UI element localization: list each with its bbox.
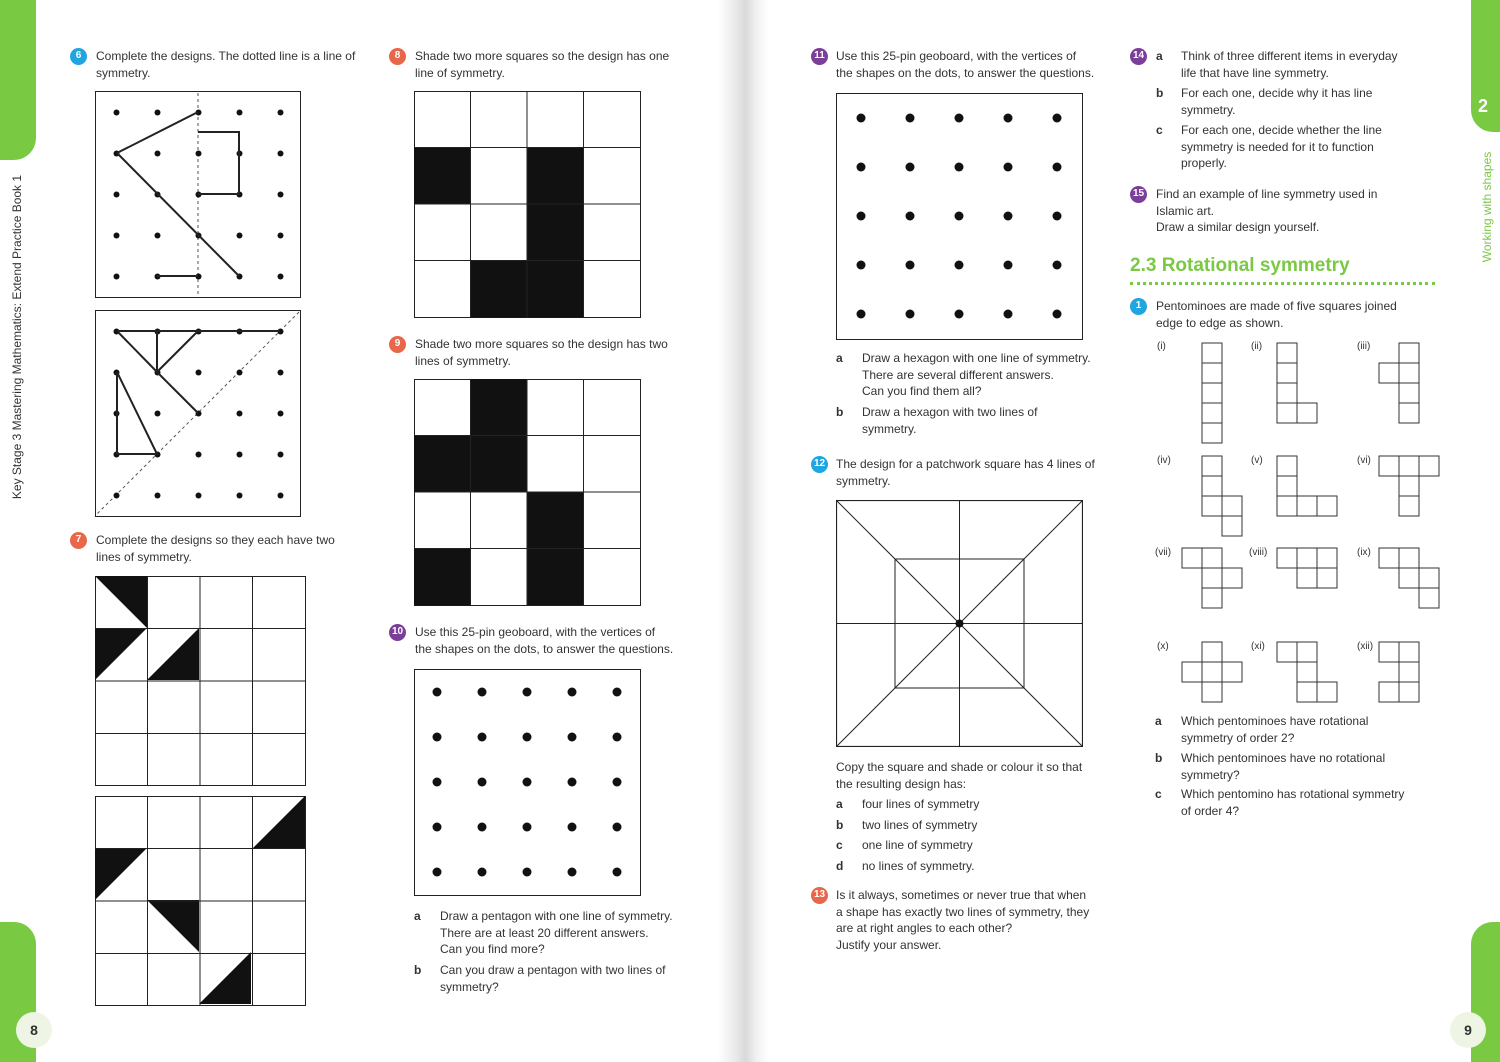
question-text: Is it always, sometimes or never true that when bbox=[836, 888, 1087, 902]
question-number-badge: 6 bbox=[70, 48, 87, 65]
sub-question-text: Can you find more? bbox=[440, 942, 545, 956]
sub-question-text: symmetry. bbox=[1181, 102, 1236, 117]
sub-question-text: properly. bbox=[1181, 156, 1227, 170]
question-12-copy-instruction bbox=[836, 759, 1126, 792]
geoboard-pin bbox=[857, 114, 866, 123]
geoboard-pin bbox=[478, 688, 487, 697]
geoboard-q10 bbox=[414, 669, 641, 896]
question-text: Pentominoes are made of five squares joined bbox=[1156, 299, 1397, 313]
geoboard-pin bbox=[613, 778, 622, 787]
geoboard-pin bbox=[155, 493, 161, 499]
geoboard-pin bbox=[237, 110, 243, 116]
geoboard-pin bbox=[196, 493, 202, 499]
geoboard-pin bbox=[155, 411, 161, 417]
geoboard-pin bbox=[955, 114, 964, 123]
geoboard-pin bbox=[857, 310, 866, 319]
geoboard-pin bbox=[568, 823, 577, 832]
sub-question-text: symmetry is needed for it to function bbox=[1181, 139, 1374, 154]
geoboard-pin bbox=[613, 688, 622, 697]
geoboard-pin bbox=[278, 274, 284, 280]
geoboard-pin bbox=[155, 110, 161, 116]
geoboard-pin bbox=[433, 868, 442, 877]
question-text: Complete the designs. The dotted line is a line of bbox=[96, 49, 356, 63]
sub-question-text: Think of three different items in everyday bbox=[1181, 49, 1398, 63]
question-14c bbox=[1181, 122, 1382, 172]
geoboard-pin bbox=[523, 688, 532, 697]
sub-question-text: Which pentominoes have no rotational bbox=[1181, 751, 1386, 765]
geoboard-pin bbox=[478, 778, 487, 787]
geoboard-pin bbox=[613, 868, 622, 877]
geoboard-figure-2 bbox=[95, 310, 301, 517]
pentomino-label: (i) bbox=[1157, 341, 1166, 352]
geoboard-pin bbox=[1053, 114, 1062, 123]
question-text: lines of symmetry. bbox=[96, 549, 192, 564]
geoboard-pin bbox=[523, 868, 532, 877]
triangle-grid-2 bbox=[95, 796, 306, 1006]
geoboard-pin bbox=[237, 233, 243, 239]
geoboard-pin bbox=[278, 151, 284, 157]
pentomino-label: (iii) bbox=[1357, 341, 1371, 352]
geoboard-pin bbox=[114, 192, 120, 198]
geoboard-pin bbox=[278, 110, 284, 116]
geoboard-pin bbox=[1053, 212, 1062, 221]
geoboard-pin bbox=[196, 370, 202, 376]
geoboard-pin bbox=[1004, 114, 1013, 123]
geoboard-pin bbox=[1004, 212, 1013, 221]
question-text: line of symmetry. bbox=[415, 65, 505, 80]
instruction-text: Copy the square and shade or colour it so that bbox=[836, 760, 1083, 774]
geoboard-pin bbox=[155, 151, 161, 157]
sub-question-text: Which pentomino has rotational symmetry bbox=[1181, 787, 1405, 801]
question-text: The design for a patchwork square has 4 lines of bbox=[836, 457, 1095, 471]
pentomino-label: (vi) bbox=[1357, 455, 1371, 466]
pentomino-label: (xi) bbox=[1251, 641, 1265, 652]
sub-question-text: Can you draw a pentagon with two lines of bbox=[440, 963, 666, 977]
geoboard-pin bbox=[613, 733, 622, 742]
question-text: the shapes on the dots, to answer the questions. bbox=[415, 641, 674, 656]
question-text: Shade two more squares so the design has two bbox=[415, 337, 668, 351]
geoboard-pin bbox=[955, 163, 964, 172]
geoboard-pin bbox=[857, 212, 866, 221]
sub-question-text: symmetry? bbox=[440, 979, 499, 994]
geoboard-pin bbox=[196, 151, 202, 157]
pentomino-label: (v) bbox=[1251, 455, 1263, 466]
geoboard-pin bbox=[237, 411, 243, 417]
geoboard-pin bbox=[433, 688, 442, 697]
geoboard-pin bbox=[1053, 310, 1062, 319]
question-number-badge: 12 bbox=[811, 456, 828, 473]
question-number-badge: 11 bbox=[811, 48, 828, 65]
geoboard-q11 bbox=[836, 93, 1083, 340]
question-number-badge: 13 bbox=[811, 887, 828, 904]
geoboard-pin bbox=[237, 493, 243, 499]
sub-question-text: Draw a hexagon with two lines of bbox=[862, 405, 1038, 419]
geoboard-pin bbox=[568, 868, 577, 877]
geoboard-pin bbox=[114, 233, 120, 239]
geoboard-pin bbox=[906, 212, 915, 221]
page-number-left: 8 bbox=[16, 1012, 52, 1048]
geoboard-pin bbox=[1053, 163, 1062, 172]
geoboard-pin bbox=[433, 778, 442, 787]
question-text: Use this 25-pin geoboard, with the vertices of bbox=[415, 625, 656, 639]
geoboard-pin bbox=[906, 163, 915, 172]
question-14a bbox=[1181, 48, 1398, 81]
geoboard-pin bbox=[857, 163, 866, 172]
pentominoes bbox=[1150, 340, 1450, 710]
geoboard-figure-1 bbox=[95, 91, 301, 298]
geoboard-pin bbox=[114, 110, 120, 116]
sub-question-text: life that have line symmetry. bbox=[1181, 65, 1329, 80]
geoboard-pin bbox=[906, 114, 915, 123]
pentomino-label: (viii) bbox=[1249, 547, 1268, 558]
question-number-badge: 14 bbox=[1130, 48, 1147, 65]
pentomino-label: (x) bbox=[1157, 641, 1169, 652]
geoboard-pin bbox=[523, 778, 532, 787]
sub-question-text: no lines of symmetry. bbox=[862, 859, 975, 873]
patchwork-square bbox=[836, 500, 1083, 747]
question-text: the shapes on the dots, to answer the questions. bbox=[836, 65, 1095, 80]
geoboard-pin bbox=[433, 823, 442, 832]
geoboard-pin bbox=[433, 733, 442, 742]
pentomino-label: (vii) bbox=[1155, 547, 1172, 558]
pentomino-label: (iv) bbox=[1157, 455, 1171, 466]
sub-question-text: two lines of symmetry bbox=[862, 818, 978, 832]
pentomino-label: (ix) bbox=[1357, 547, 1371, 558]
question-number-badge: 8 bbox=[389, 48, 406, 65]
geoboard-pin bbox=[523, 823, 532, 832]
question-text: edge to edge as shown. bbox=[1156, 315, 1284, 330]
geoboard-pin bbox=[155, 233, 161, 239]
geoboard-pin bbox=[523, 733, 532, 742]
question-text: Find an example of line symmetry used in bbox=[1156, 187, 1378, 201]
geoboard-pin bbox=[237, 452, 243, 458]
shading-grid-q8 bbox=[414, 91, 641, 318]
geoboard-pin bbox=[278, 192, 284, 198]
geoboard-pin bbox=[568, 778, 577, 787]
geoboard-pin bbox=[237, 370, 243, 376]
sub-question-text: For each one, decide whether the line bbox=[1181, 123, 1382, 137]
geoboard-pin bbox=[568, 688, 577, 697]
question-number-badge: 1 bbox=[1130, 298, 1147, 315]
sub-question-text: four lines of symmetry bbox=[862, 797, 980, 811]
sub-question-text: Can you find them all? bbox=[862, 384, 982, 398]
sub-question-text: symmetry of order 2? bbox=[1181, 730, 1295, 745]
question-number-badge: 10 bbox=[389, 624, 406, 641]
geoboard-pin bbox=[478, 823, 487, 832]
triangle-grid-1 bbox=[95, 576, 306, 786]
question-text: Islamic art. bbox=[1156, 203, 1215, 218]
question-number-badge: 7 bbox=[70, 532, 87, 549]
question-text: Use this 25-pin geoboard, with the vertices of bbox=[836, 49, 1077, 63]
geoboard-pin bbox=[478, 733, 487, 742]
geoboard-pin bbox=[278, 233, 284, 239]
geoboard-pin bbox=[114, 493, 120, 499]
question-text: symmetry. bbox=[836, 473, 891, 488]
geoboard-pin bbox=[114, 274, 120, 280]
book-title-spine: Key Stage 3 Mastering Mathematics: Extend Practice Book 1 bbox=[10, 174, 24, 500]
geoboard-pin bbox=[613, 823, 622, 832]
chapter-title-spine: Working with shapes bbox=[1480, 151, 1494, 263]
geoboard-pin bbox=[278, 370, 284, 376]
sub-question-text: symmetry. bbox=[862, 421, 917, 436]
geoboard-pin bbox=[1004, 163, 1013, 172]
geoboard-pin bbox=[955, 212, 964, 221]
sub-question-text: There are at least 20 different answers. bbox=[440, 925, 649, 940]
question-text: a shape has exactly two lines of symmetry, they bbox=[836, 904, 1090, 919]
pentomino-label: (xii) bbox=[1357, 641, 1374, 652]
question-text: are at right angles to each other? bbox=[836, 921, 1013, 935]
question-number-badge: 9 bbox=[389, 336, 406, 353]
section-title: 2.3 Rotational symmetry bbox=[1130, 255, 1350, 276]
chapter-number: 2 bbox=[1478, 96, 1489, 116]
geoboard-pin bbox=[278, 411, 284, 417]
sub-question-text: For each one, decide why it has line bbox=[1181, 86, 1373, 100]
page-number-right: 9 bbox=[1450, 1012, 1486, 1048]
question-text: Shade two more squares so the design has one bbox=[415, 49, 670, 63]
instruction-text: the resulting design has: bbox=[836, 776, 967, 791]
question-14b bbox=[1181, 85, 1372, 118]
sub-question-text: symmetry? bbox=[1181, 767, 1240, 782]
geoboard-pin bbox=[857, 261, 866, 270]
geoboard-pin bbox=[1004, 261, 1013, 270]
question-text: symmetry. bbox=[96, 65, 151, 80]
book-gutter bbox=[718, 0, 768, 1062]
sub-question-text: Which pentominoes have rotational bbox=[1181, 714, 1369, 728]
geoboard-pin bbox=[906, 261, 915, 270]
geoboard-pin bbox=[955, 310, 964, 319]
section-divider bbox=[1130, 282, 1435, 285]
geoboard-pin bbox=[278, 493, 284, 499]
sub-question-text: Draw a hexagon with one line of symmetry. bbox=[862, 351, 1091, 365]
geoboard-pin bbox=[906, 310, 915, 319]
geoboard-pin bbox=[278, 452, 284, 458]
pentomino-label: (ii) bbox=[1251, 341, 1263, 352]
sub-question-text: of order 4? bbox=[1181, 803, 1240, 818]
question-text: Complete the designs so they each have two bbox=[96, 533, 335, 547]
question-text: Draw a similar design yourself. bbox=[1156, 220, 1320, 234]
geoboard-pin bbox=[478, 868, 487, 877]
question-text: Justify your answer. bbox=[836, 937, 942, 952]
geoboard-pin bbox=[955, 261, 964, 270]
geoboard-pin bbox=[1004, 310, 1013, 319]
geoboard-pin bbox=[1053, 261, 1062, 270]
sub-question-text: Draw a pentagon with one line of symmetry. bbox=[440, 909, 673, 923]
question-text: lines of symmetry. bbox=[415, 353, 511, 368]
question-number-badge: 15 bbox=[1130, 186, 1147, 203]
geoboard-pin bbox=[568, 733, 577, 742]
sub-question-text: one line of symmetry bbox=[862, 838, 973, 852]
shading-grid-q9 bbox=[414, 379, 641, 606]
sub-question-text: There are several different answers. bbox=[862, 367, 1054, 382]
geoboard-pin bbox=[196, 452, 202, 458]
